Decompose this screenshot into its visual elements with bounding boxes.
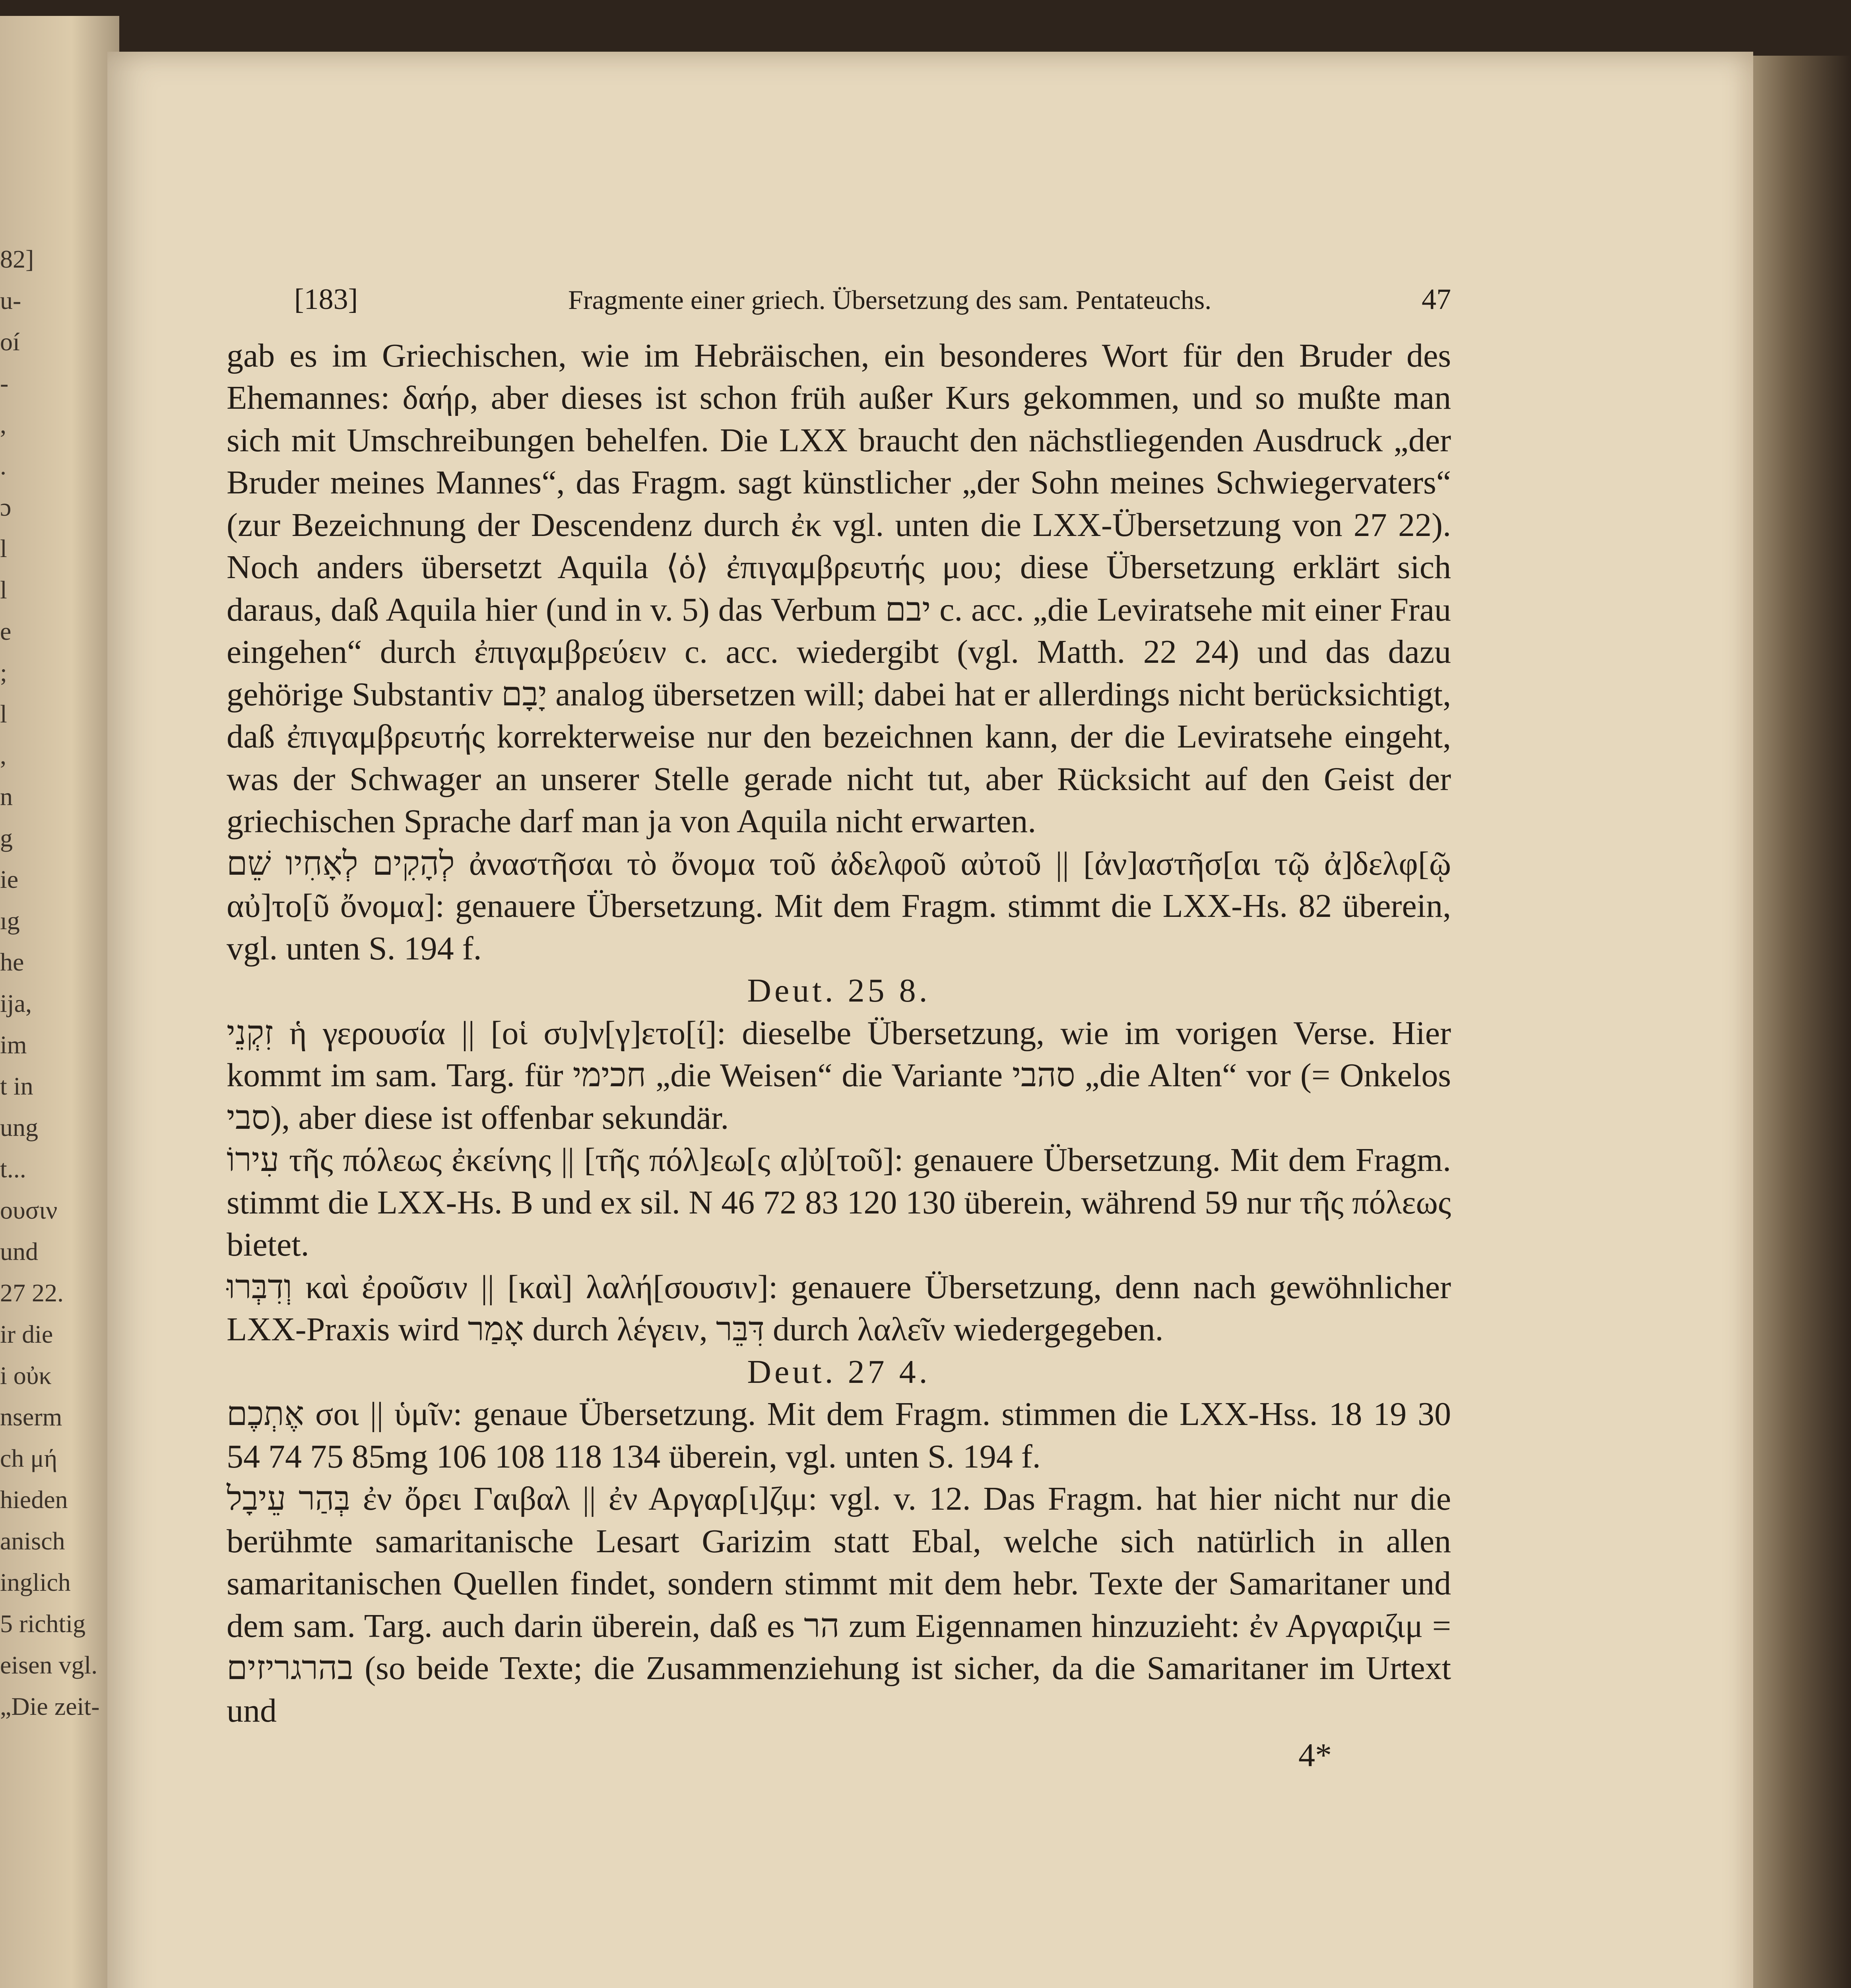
paragraph: וְדִבְּרוּ καὶ ἐροῦσιν || [καὶ] λαλή[σουσιν]: genauere Übersetzung, denn nach gewöhnlicher LXX-Praxis wird אָמַר durch λέγειν, דִּבֵּר durch λαλεῖν wiedergegeben. bbox=[227, 1268, 1451, 1348]
fragment: ουσιν bbox=[0, 1196, 58, 1224]
paragraph: אֶתְכֶם σοι || ὑμῖν: genaue Übersetzung. Mit dem Fragm. stimmen die LXX-Hss. 18 19 30 54 74 75 85mg 106 108 118 134 überein, vgl. unten S. 194 f. bbox=[227, 1396, 1451, 1475]
left-facing-page bbox=[0, 16, 119, 1988]
fragment: . bbox=[0, 452, 6, 480]
fragment: eisen vgl. bbox=[0, 1651, 98, 1679]
fragment: g bbox=[0, 824, 13, 852]
fragment: n bbox=[0, 782, 13, 811]
paragraph: זִקְנֵי ἡ γερουσία || [οἱ συ]ν[γ]ετο[ί]: dieselbe Übersetzung, wie im vorigen Verse. Hier kommt im sam. Targ. für חכימי „die Weisen“ die Variante סהבי „die Alten“ vor (= Onkelos סבי), aber diese ist offenbar sekundär. bbox=[227, 1014, 1451, 1136]
left-page-fragments bbox=[0, 239, 119, 1727]
page-content bbox=[227, 278, 1451, 1810]
running-head bbox=[227, 278, 1451, 321]
page-edge-shadow bbox=[1753, 56, 1851, 1988]
fragment: oí bbox=[0, 328, 20, 356]
fragment: e bbox=[0, 617, 12, 645]
section-heading: Deut. 25 8. bbox=[747, 972, 931, 1009]
fragment: ɔ bbox=[0, 493, 12, 521]
fragment: u- bbox=[0, 286, 21, 315]
fragment: ; bbox=[0, 658, 7, 687]
section-reference: [183] bbox=[294, 283, 358, 316]
fragment: ija, bbox=[0, 989, 32, 1017]
fragment: he bbox=[0, 948, 24, 976]
fragment: l bbox=[0, 576, 7, 604]
fragment: 5 richtig bbox=[0, 1609, 86, 1638]
fragment: im bbox=[0, 1031, 27, 1059]
fragment: ch μή bbox=[0, 1444, 58, 1472]
paragraph: לְהָקִים לְאָחִיו שֵׁם ἀναστῆσαι τὸ ὄνομα τοῦ ἀδελφοῦ αὐτοῦ || [ἀν]αστῆσ[αι τῷ ἀ]δελφ[ῷ αὐ]το[ῦ ὄνομα]: genauere Übersetzung. Mit dem Fragm. stimmt die LXX-Hs. 82 überein, vgl. unten S. 194 f. bbox=[227, 845, 1451, 967]
fragment: 82] bbox=[0, 245, 34, 273]
body-text bbox=[227, 335, 1451, 1777]
fragment: und bbox=[0, 1237, 38, 1266]
fragment: anisch bbox=[0, 1527, 65, 1555]
fragment: ung bbox=[0, 1113, 38, 1142]
page-number: 47 bbox=[1422, 283, 1451, 316]
running-title: Fragmente einer griech. Übersetzung des sam. Pentateuchs. bbox=[568, 285, 1212, 315]
paragraph: בְּהַר עֵיבָל ἐν ὄρει Γαιβαλ || ἐν Αργαρ[ι]ζιμ: vgl. v. 12. Das Fragm. hat hier nicht nur die berühmte samaritanische Lesart Garizim statt Ebal, welche sich natürlich in allen samaritanischen Quellen findet, sondern stimmt mit dem hebr. Texte der Samaritaner und dem sam. Targ. auch darin überein, daß es הר zum Eigennamen hinzuzieht: ἐν Αργαριζιμ = בהרגריזים (so beide Texte; die Zusammenziehung ist sicher, da die Samaritaner im Urtext und bbox=[227, 1480, 1451, 1729]
fragment: l bbox=[0, 534, 7, 563]
paragraph: עִירוֹ τῆς πόλεως ἐκείνης || [τῆς πόλ]εω[ς α]ὐ[τοῦ]: genauere Übersetzung. Mit dem Fragm. stimmt die LXX-Hs. B und ex sil. N 46 72 83 120 130 überein, während 59 nur τῆς πόλεως bietet. bbox=[227, 1142, 1451, 1263]
paragraph: gab es im Griechischen, wie im Hebräischen, ein besonderes Wort für den Bruder des Ehemannes: δαήρ, aber dieses ist schon früh außer Kurs gekommen, und so mußte man sich mit Umschreibungen behelfen. Die LXX braucht den nächstliegenden Ausdruck „der Bruder meines Mannes“, das Fragm. sagt künstlicher „der Sohn meines Schwiegervaters“ (zur Bezeichnung der Descendenz durch ἐκ vgl. unten die LXX-Übersetzung von 27 22). Noch anders übersetzt Aquila ⟨ὁ⟩ ἐπιγαμβρευτής μου; diese Übersetzung erklärt sich daraus, daß Aquila hier (und in v. 5) das Verbum יבם c. acc. „die Leviratsehe mit einer Frau eingehen“ durch ἐπιγαμβρεύειν c. acc. wiedergibt (vgl. Matth. 22 24) und das dazu gehörige Substantiv יָבָם analog übersetzen will; dabei hat er allerdings nicht berücksichtigt, daß ἐπιγαμβρευτής korrekterweise nur den bezeichnen kann, der die Leviratsehe eingeht, was der Schwager an unserer Stelle gerade nicht tut, aber Rücksicht auf den Geist der griechischen Sprache darf man ja von Aquila nicht erwarten. bbox=[227, 337, 1451, 840]
fragment: hieden bbox=[0, 1485, 68, 1514]
fragment: 27 22. bbox=[0, 1279, 64, 1307]
fragment: nserm bbox=[0, 1403, 62, 1431]
fragment: t in bbox=[0, 1072, 33, 1100]
fragment: - bbox=[0, 369, 9, 397]
signature-mark: 4* bbox=[1298, 1737, 1332, 1774]
fragment: „Die zeit- bbox=[0, 1692, 100, 1720]
fragment: , bbox=[0, 410, 6, 439]
fragment: ir die bbox=[0, 1320, 53, 1348]
fragment: i οὐκ bbox=[0, 1361, 52, 1390]
fragment: ıg bbox=[0, 907, 20, 935]
section-heading: Deut. 27 4. bbox=[747, 1353, 931, 1390]
fragment: , bbox=[0, 741, 6, 769]
fragment: inglich bbox=[0, 1568, 71, 1596]
fragment: ie bbox=[0, 865, 19, 893]
fragment: t... bbox=[0, 1155, 26, 1183]
fragment: l bbox=[0, 700, 7, 728]
